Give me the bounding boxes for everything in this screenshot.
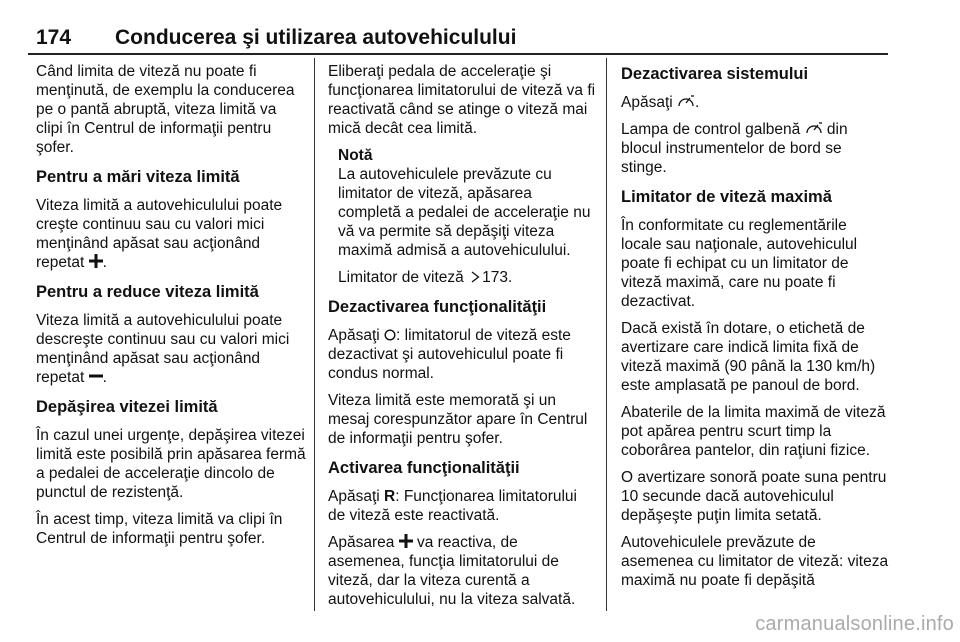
plus-icon: [399, 534, 413, 548]
paragraph: Viteza limită a autovehiculului poate descreşte continuu sau cu valori mici menţinând apăsat sau acţionând repetat .: [36, 312, 290, 386]
circle-button-icon: [384, 329, 396, 341]
section-heading: Activarea funcţionalităţii: [328, 459, 520, 477]
section-heading: Dezactivarea sistemului: [621, 65, 809, 83]
paragraph: Viteza limită a autovehiculului poate creşte continuu sau cu valori mici menţinând apăsat sau acţionând repetat .: [36, 197, 283, 271]
note-box: [328, 146, 596, 287]
plus-icon: [89, 254, 103, 268]
section-heading: Pentru a reduce viteza limită: [36, 283, 259, 301]
paragraph: În acest timp, viteza limită va clipi în Centrul de informaţii pentru şofer.: [36, 511, 283, 547]
page-header: [28, 26, 888, 52]
paragraph: Abaterile de la limita maximă de viteză pot apărea pentru scurt timp la coborârea pantelor, din raţiuni fizice.: [621, 404, 886, 459]
paragraph: O avertizare sonoră poate suna pentru 10 secunde dacă autovehiculul depăşeşte puţin limita setată.: [621, 469, 887, 524]
cross-reference: Limitator de viteză 173.: [338, 269, 513, 286]
section-heading: Pentru a mări viteza limită: [36, 168, 240, 186]
column-divider: [314, 58, 315, 611]
note-title: Notă: [338, 147, 373, 164]
minus-icon: [89, 369, 103, 383]
chapter-title: Conducerea şi utilizarea autovehiculului: [115, 26, 517, 49]
paragraph: Apăsarea va reactiva, de asemenea, funcţia limitatorului de viteză, dar la viteza curentă a autovehiculului, nu la viteza salvată.: [328, 534, 576, 608]
section-heading: Depăşirea vitezei limită: [36, 398, 218, 416]
paragraph: Eliberaţi pedala de acceleraţie şi funcţionarea limitatorului de viteză va fi reactivată când se atinge o viteză mai mică decât cea limită.: [328, 63, 596, 137]
paragraph: Când limita de viteză nu poate fi menţinută, de exemplu la conducerea pe o pantă abruptă, viteza limită va clipi în Centrul de informaţii pentru şofer.: [36, 63, 295, 156]
section-heading: Dezactivarea funcţionalităţii: [328, 298, 547, 316]
paragraph: Apăsaţi R: Funcţionarea limitatorului de viteză este reactivată.: [328, 488, 577, 524]
page-reference-icon: [471, 271, 480, 283]
speed-limiter-icon: [805, 121, 823, 135]
paragraph: În conformitate cu reglementările locale sau naţionale, autovehiculul poate fi echipat cu un limitator de viteză maximă, care nu poate fi dezactivat.: [621, 217, 858, 310]
paragraph: În cazul unei urgenţe, depăşirea vitezei limită este posibilă prin apăsarea fermă a pedalei de acceleraţie dincolo de punctul de rezistenţă.: [36, 427, 306, 501]
paragraph: Apăsaţi : limitatorul de viteză este dezactivat şi autovehiculul poate fi condus normal.: [328, 327, 571, 382]
section-heading: Limitator de viteză maximă: [621, 188, 832, 206]
page-number: 174: [36, 26, 72, 49]
column-3: [621, 62, 891, 598]
note-text: La autovehiculele prevăzute cu limitator de viteză, apăsarea completă a pedalei de acceleraţie nu vă va permite să depăşiţi viteza maximă admisă a autovehiculului.: [338, 166, 591, 259]
paragraph: Autovehiculele prevăzute de asemenea cu limitator de viteză: viteza maximă nu poate fi depăşită: [621, 534, 889, 589]
paragraph: Lampa de control galbenă din blocul instrumentelor de bord se stinge.: [621, 121, 848, 176]
watermark: carmanualsonline.info: [755, 613, 954, 635]
column-divider: [606, 58, 607, 611]
paragraph: Apăsaţi .: [621, 94, 700, 111]
resume-key-label: R: [384, 488, 396, 505]
speed-limiter-icon: [677, 94, 695, 108]
header-rule: [28, 53, 888, 55]
column-2: [328, 62, 596, 617]
paragraph: Dacă există în dotare, o etichetă de avertizare care indică limita fixă de viteză maximă (90 până la 130 km/h) este amplasată pe panoul de bord.: [621, 320, 876, 394]
paragraph: Viteza limită este memorată şi un mesaj corespunzător apare în Centrul de informaţii pentru şofer.: [328, 392, 588, 447]
column-1: [36, 62, 306, 556]
